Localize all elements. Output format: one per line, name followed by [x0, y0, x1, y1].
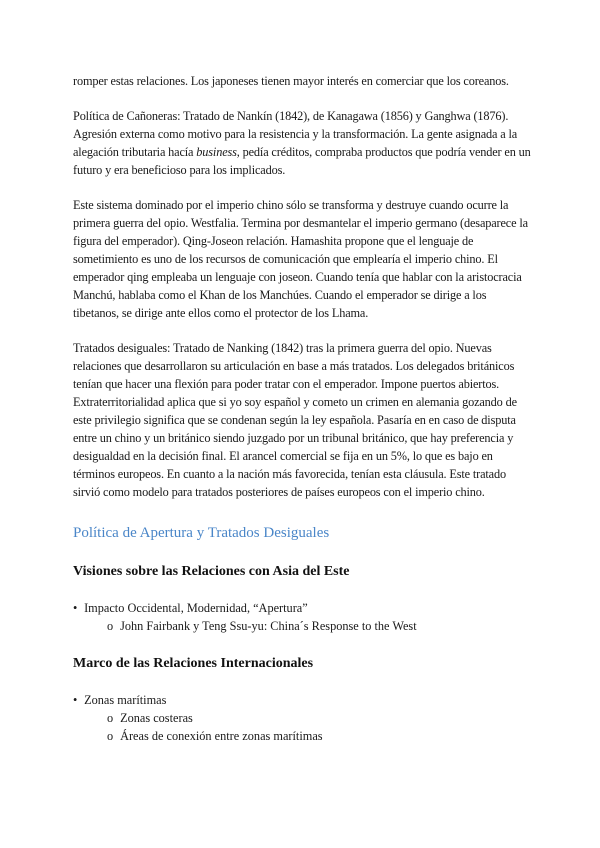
paragraph-3: Este sistema dominado por el imperio chino sólo se transforma y destruye cuando ocurre la primera guerra del opio. Westfalia. Termina por desmantelar el imperio germano (desaparece la figura del emperador). Qing-Joseon relación. Hamashita propone que el lenguaje de sometimiento es uno de los recursos de comunicación que emplearía el imperio chino. El emperador qing empleaba un lenguaje con joseon. Cuando tenía que hablar con la aristocracia Manchú, hablaba como el Khan de los Manchúes. Cuando el emperador se dirige a los tibetanos, se dirige ante ellos como el protector de los Lhama. — [73, 198, 528, 320]
sub-list-item-text: John Fairbank y Teng Ssu-yu: China´s Response to the West — [120, 619, 417, 633]
heading-visiones: Visiones sobre las Relaciones con Asia del Este — [73, 564, 350, 579]
paragraph-2-start: Política de Cañoneras: Tratado de Nankín (1842), de Kanagawa (1856) y Ganghwa (1876). Agresión externa como motivo para la resistencia y la transformación. La gente asignada a la alegación tributaria hacía — [73, 109, 518, 159]
paragraph-2 — [73, 107, 533, 179]
paragraph-4: Tratados desiguales: Tratado de Nanking (1842) tras la primera guerra del opio. Nuevas relaciones que desarrollaron su articulación en base a más tratados. Los delegados británicos tenían que hacer una flexión para poder tratar con el emperador. Impone puertos abiertos. Extraterritorialidad aplica que si yo soy español y cometo un crimen en alemania gozando de este privilegio significa que se condenan según la ley española. Pasaría en en caso de disputa entre un chino y un británico siendo juzgado por un tribunal británico, que hay preferencia y desigualdad en la decisión final. El arancel comercial se fija en un 5%, lo que es bajo en términos europeos. En cuanto a la nación más favorecida, tenían esta cláusula. Este tratado sirvió como modelo para tratados posteriores de países europeos con el imperio chino. — [73, 341, 517, 499]
sub-bullet-symbol: o — [107, 619, 114, 633]
sub-bullet-symbol: o — [107, 711, 114, 725]
heading-marco: Marco de las Relaciones Internacionales — [73, 656, 314, 671]
list-item-text: Impacto Occidental, Modernidad, “Apertura” — [84, 601, 308, 615]
list-item — [73, 691, 533, 709]
sub-list-item — [73, 709, 533, 727]
sub-list-item — [73, 727, 533, 745]
document-body — [73, 72, 533, 745]
paragraph-2-italic: business — [196, 145, 237, 159]
list-item — [73, 599, 533, 617]
list-item-text: Zonas marítimas — [84, 693, 167, 707]
bullet-symbol: • — [73, 601, 78, 615]
bullet-symbol: • — [73, 693, 78, 707]
paragraph-2-end: , pedía créditos, compraba productos que podría vender en un futuro y era beneficioso para los implicados. — [73, 145, 531, 177]
sub-bullet-symbol: o — [107, 729, 114, 743]
sub-list-item-text: Zonas costeras — [120, 711, 193, 725]
paragraph-1: romper estas relaciones. Los japoneses tienen mayor interés en comerciar que los coreanos. — [73, 74, 509, 88]
section-title: Política de Apertura y Tratados Desiguales — [73, 525, 330, 541]
sub-list-item-text: Áreas de conexión entre zonas marítimas — [120, 729, 323, 743]
sub-list-item — [73, 617, 533, 635]
